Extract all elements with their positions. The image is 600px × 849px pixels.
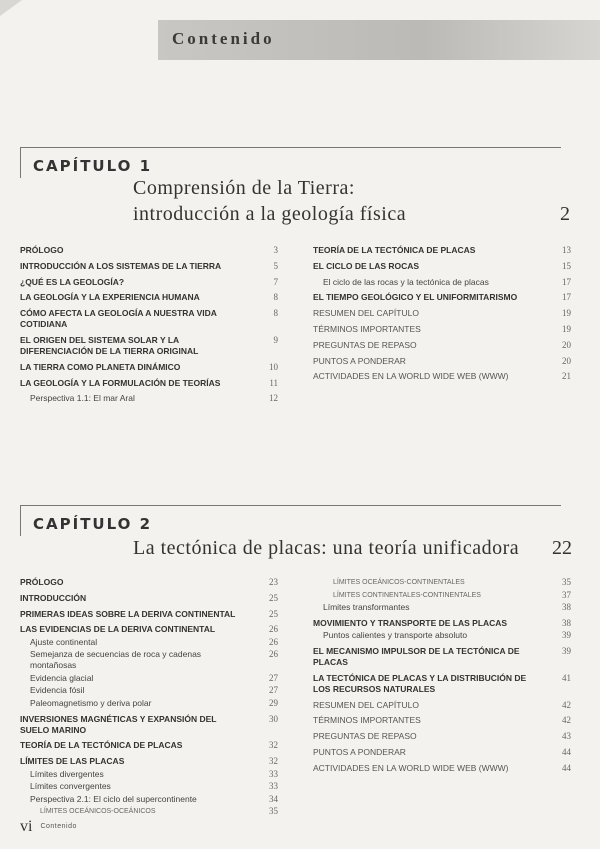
toc-entry-page: 26 bbox=[269, 636, 278, 647]
toc-entry bbox=[313, 371, 571, 382]
toc-entry-label: EL MECANISMO IMPULSOR DE LA TECTÓNICA DE PLACAS bbox=[313, 646, 520, 668]
toc-entry-page: 37 bbox=[562, 589, 571, 600]
toc-entry-label: PREGUNTAS DE REPASO bbox=[313, 731, 417, 742]
toc-entry bbox=[20, 292, 278, 303]
toc-entry bbox=[20, 577, 278, 588]
toc-entry bbox=[20, 769, 278, 780]
footer-label: Contenido bbox=[40, 823, 77, 830]
toc-entry-page: 34 bbox=[269, 793, 278, 804]
toc-entry-page: 41 bbox=[562, 672, 571, 683]
toc-entry-page: 8 bbox=[273, 292, 278, 303]
toc-entry-page: 12 bbox=[269, 393, 278, 404]
toc-entry-label: INVERSIONES MAGNÉTICAS Y EXPANSIÓN DEL SUELO MARINO bbox=[20, 713, 217, 735]
toc-entry-label: INTRODUCCIÓN bbox=[20, 592, 87, 603]
chapter-2-label: CAPÍTULO 2 bbox=[33, 515, 153, 533]
toc-entry-page: 13 bbox=[562, 245, 571, 255]
toc-entry bbox=[313, 340, 571, 351]
toc-entry bbox=[20, 637, 278, 648]
toc-entry-page: 26 bbox=[269, 649, 278, 660]
toc-entry-label: TEORÍA DE LA TECTÓNICA DE PLACAS bbox=[313, 245, 476, 255]
toc-entry bbox=[20, 378, 278, 389]
chapter-2-toc-right bbox=[313, 577, 571, 779]
chapter-1-label: CAPÍTULO 1 bbox=[33, 157, 153, 175]
toc-entry-page: 7 bbox=[273, 276, 278, 287]
toc-entry-page: 19 bbox=[562, 323, 571, 334]
toc-entry-page: 44 bbox=[562, 747, 571, 758]
toc-entry bbox=[20, 261, 278, 272]
chapter-2-section bbox=[20, 505, 580, 817]
toc-entry-label: LÍMITES OCEÁNICOS-CONTINENTALES bbox=[333, 579, 465, 586]
toc-entry-page: 10 bbox=[269, 361, 278, 372]
toc-entry-page: 20 bbox=[562, 339, 571, 350]
toc-entry bbox=[313, 292, 571, 303]
toc-entry bbox=[20, 593, 278, 604]
toc-entry-label: PUNTOS A PONDERAR bbox=[313, 355, 406, 366]
page-corner-fold bbox=[0, 0, 22, 16]
toc-entry-label: LA GEOLOGÍA Y LA EXPERIENCIA HUMANA bbox=[20, 292, 200, 303]
toc-entry-page: 17 bbox=[562, 292, 571, 303]
chapter-1-title-line1: Comprensión de la Tierra: bbox=[133, 177, 355, 199]
toc-entry-page: 23 bbox=[269, 577, 278, 587]
toc-entry bbox=[313, 747, 571, 758]
toc-entry bbox=[20, 335, 278, 357]
toc-entry-label: PRÓLOGO bbox=[20, 245, 64, 255]
toc-entry bbox=[313, 700, 571, 711]
chapter-1-page: 2 bbox=[560, 203, 570, 225]
toc-entry-label: LA TIERRA COMO PLANETA DINÁMICO bbox=[20, 361, 181, 372]
toc-entry-page: 9 bbox=[273, 334, 278, 345]
toc-entry bbox=[313, 602, 571, 613]
toc-entry-label: LÍMITES OCEÁNICOS-OCEÁNICOS bbox=[40, 808, 156, 816]
toc-entry bbox=[20, 624, 278, 635]
toc-entry bbox=[313, 324, 571, 335]
toc-entry-label: Límites convergentes bbox=[30, 781, 111, 792]
toc-entry-label: PREGUNTAS DE REPASO bbox=[313, 339, 417, 350]
toc-entry-page: 8 bbox=[273, 308, 278, 319]
toc-entry-label: EL ORIGEN DEL SISTEMA SOLAR Y LA DIFERENCIACIÓN DE LA TIERRA ORIGINAL bbox=[20, 334, 199, 356]
toc-entry-page: 20 bbox=[562, 355, 571, 366]
toc-entry-page: 29 bbox=[269, 697, 278, 708]
toc-entry-page: 35 bbox=[269, 806, 278, 817]
toc-entry-page: 33 bbox=[269, 768, 278, 779]
toc-entry-label: Semejanza de secuencias de roca y cadenas montañosas bbox=[30, 649, 202, 671]
toc-entry-page: 42 bbox=[562, 699, 571, 710]
chapter-1-section bbox=[20, 147, 580, 407]
toc-entry-label: LÍMITES CONTINENTALES-CONTINENTALES bbox=[333, 591, 481, 599]
toc-entry bbox=[313, 277, 571, 288]
toc-entry-label: Perspectiva 2.1: El ciclo del supercontinente bbox=[30, 793, 197, 804]
chapter-2-title: La tectónica de placas: una teoría unificadora bbox=[133, 537, 520, 559]
toc-entry-page: 27 bbox=[269, 672, 278, 683]
toc-entry bbox=[20, 756, 278, 767]
toc-entry-label: ACTIVIDADES EN LA WORLD WIDE WEB (WWW) bbox=[313, 371, 509, 382]
toc-entry-page: 25 bbox=[269, 592, 278, 603]
toc-entry bbox=[313, 646, 571, 668]
toc-entry-label: INTRODUCCIÓN A LOS SISTEMAS DE LA TIERRA bbox=[20, 260, 222, 271]
toc-entry-label: ACTIVIDADES EN LA WORLD WIDE WEB (WWW) bbox=[313, 762, 509, 773]
toc-entry-page: 27 bbox=[269, 685, 278, 696]
toc-entry-label: TÉRMINOS IMPORTANTES bbox=[313, 323, 421, 334]
toc-entry-label: PRÓLOGO bbox=[20, 577, 64, 587]
chapter-1-title-line2: introducción a la geología física bbox=[133, 203, 407, 225]
toc-entry-page: 42 bbox=[562, 715, 571, 726]
toc-entry bbox=[20, 308, 278, 330]
toc-entry bbox=[20, 685, 278, 696]
toc-entry bbox=[313, 618, 571, 629]
toc-entry-page: 3 bbox=[273, 245, 278, 255]
toc-entry-label: El ciclo de las rocas y la tectónica de placas bbox=[323, 276, 489, 287]
toc-entry bbox=[20, 781, 278, 792]
toc-entry bbox=[313, 673, 571, 695]
toc-entry bbox=[313, 356, 571, 367]
toc-entry-page: 5 bbox=[273, 260, 278, 271]
toc-entry-label: CÓMO AFECTA LA GEOLOGÍA A NUESTRA VIDA COTIDIANA bbox=[20, 308, 217, 330]
toc-entry-label: Evidencia glacial bbox=[30, 672, 94, 683]
toc-entry-label: LAS EVIDENCIAS DE LA DERIVA CONTINENTAL bbox=[20, 624, 216, 635]
toc-entry-page: 44 bbox=[562, 762, 571, 773]
toc-entry bbox=[20, 698, 278, 709]
toc-entry-page: 32 bbox=[269, 756, 278, 767]
toc-entry bbox=[313, 731, 571, 742]
toc-entry bbox=[313, 308, 571, 319]
chapter-1-toc-left bbox=[20, 245, 278, 409]
footer-page-number: vi bbox=[20, 818, 33, 835]
toc-entry-page: 17 bbox=[562, 276, 571, 287]
page-footer bbox=[20, 818, 77, 836]
toc-entry bbox=[313, 261, 571, 272]
toc-entry bbox=[313, 630, 571, 641]
toc-entry-label: EL CICLO DE LAS ROCAS bbox=[313, 260, 420, 271]
toc-entry-label: TEORÍA DE LA TECTÓNICA DE PLACAS bbox=[20, 740, 183, 751]
toc-entry-label: Paleomagnetismo y deriva polar bbox=[30, 697, 152, 708]
toc-entry bbox=[20, 740, 278, 751]
toc-entry bbox=[20, 362, 278, 373]
toc-entry-label: LÍMITES DE LAS PLACAS bbox=[20, 756, 125, 767]
toc-entry-label: RESUMEN DEL CAPÍTULO bbox=[313, 699, 419, 710]
toc-entry-label: RESUMEN DEL CAPÍTULO bbox=[313, 308, 419, 319]
toc-entry-label: EL TIEMPO GEOLÓGICO Y EL UNIFORMITARISMO bbox=[313, 292, 518, 303]
toc-entry bbox=[20, 794, 278, 805]
toc-entry bbox=[313, 577, 571, 588]
toc-entry-label: Perspectiva 1.1: El mar Aral bbox=[30, 393, 135, 404]
toc-entry bbox=[313, 590, 571, 601]
toc-entry-page: 35 bbox=[562, 577, 571, 587]
toc-entry-page: 33 bbox=[269, 781, 278, 792]
toc-entry-page: 39 bbox=[562, 630, 571, 641]
toc-entry-page: 30 bbox=[269, 713, 278, 724]
toc-entry-label: LA GEOLOGÍA Y LA FORMULACIÓN DE TEORÍAS bbox=[20, 377, 221, 388]
toc-entry-label: Puntos calientes y transporte absoluto bbox=[323, 630, 468, 641]
toc-entry-label: PRIMERAS IDEAS SOBRE LA DERIVA CONTINENTAL bbox=[20, 608, 236, 619]
toc-entry bbox=[20, 245, 278, 256]
toc-entry bbox=[20, 649, 278, 671]
toc-entry-page: 15 bbox=[562, 260, 571, 271]
toc-entry bbox=[20, 714, 278, 736]
toc-entry bbox=[20, 609, 278, 620]
toc-entry-page: 19 bbox=[562, 308, 571, 319]
toc-entry-label: Límites divergentes bbox=[30, 768, 104, 779]
toc-entry bbox=[20, 806, 278, 817]
toc-entry-page: 38 bbox=[562, 617, 571, 628]
chapter-2-toc-left bbox=[20, 577, 278, 822]
contents-header-bar bbox=[158, 20, 600, 60]
toc-entry-page: 43 bbox=[562, 731, 571, 742]
toc-entry bbox=[20, 393, 278, 404]
chapter-2-page: 22 bbox=[552, 537, 572, 559]
toc-entry-label: Ajuste continental bbox=[30, 636, 98, 647]
toc-entry-label: LA TECTÓNICA DE PLACAS Y LA DISTRIBUCIÓN DE LOS RECURSOS NATURALES bbox=[313, 672, 527, 694]
contents-title: Contenido bbox=[172, 29, 275, 48]
toc-entry-label: Límites transformantes bbox=[323, 602, 410, 612]
toc-entry-label: MOVIMIENTO Y TRANSPORTE DE LAS PLACAS bbox=[313, 617, 508, 628]
toc-entry-label: PUNTOS A PONDERAR bbox=[313, 747, 406, 758]
toc-entry-page: 38 bbox=[562, 602, 571, 612]
toc-entry-page: 25 bbox=[269, 608, 278, 619]
toc-entry bbox=[313, 245, 571, 256]
toc-entry bbox=[313, 763, 571, 774]
toc-entry-page: 32 bbox=[269, 740, 278, 751]
toc-entry-label: ¿QUÉ ES LA GEOLOGÍA? bbox=[20, 276, 125, 287]
chapter-1-toc-right bbox=[313, 245, 571, 387]
toc-entry bbox=[20, 673, 278, 684]
toc-entry-label: TÉRMINOS IMPORTANTES bbox=[313, 715, 421, 726]
toc-entry-page: 39 bbox=[562, 646, 571, 657]
toc-entry-page: 11 bbox=[269, 377, 278, 388]
toc-entry-page: 21 bbox=[562, 371, 571, 382]
toc-entry bbox=[20, 277, 278, 288]
toc-entry-page: 26 bbox=[269, 624, 278, 635]
toc-entry-label: Evidencia fósil bbox=[30, 685, 85, 696]
toc-entry bbox=[313, 715, 571, 726]
